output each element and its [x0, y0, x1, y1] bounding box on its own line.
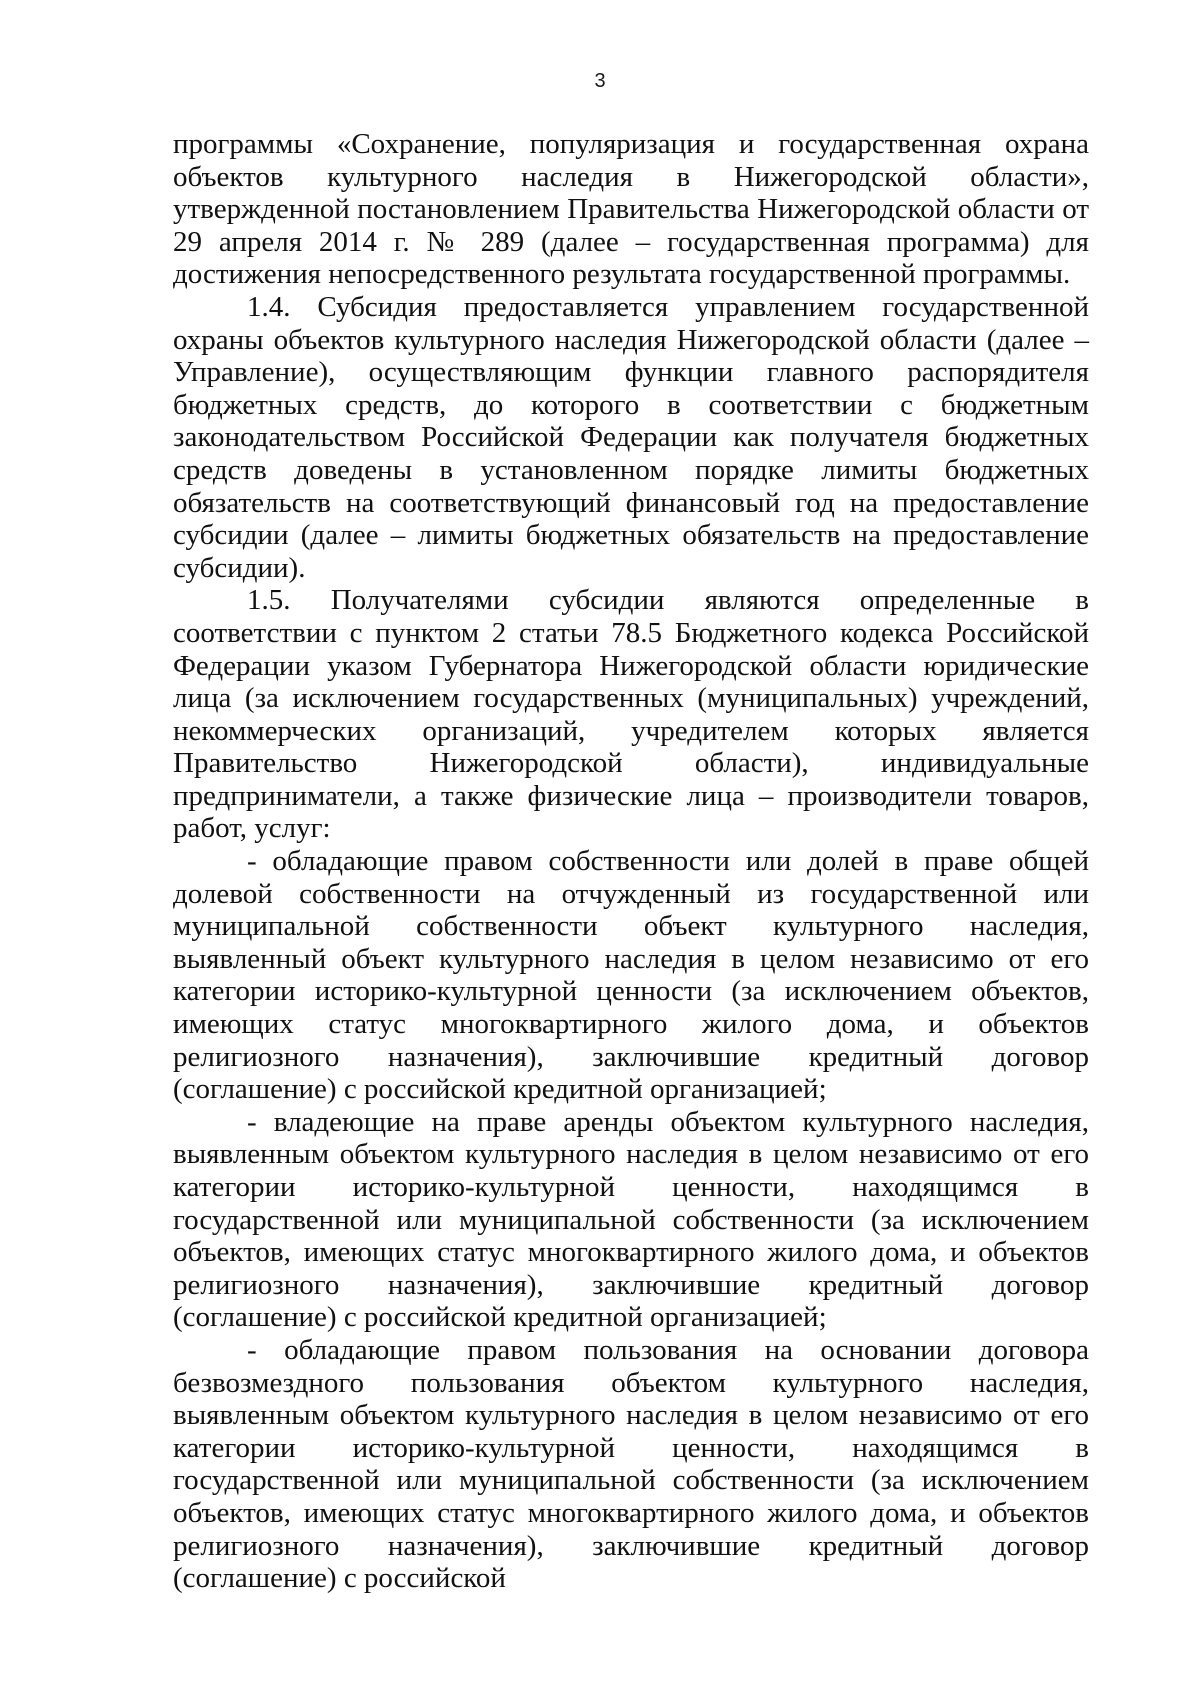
paragraph-program-continuation: программы «Сохранение, популяризация и государственная охрана объектов культурного наследия в Нижегородской области», утвержденной постановлением Правительства Нижегородской области от 29 апреля 2014 г. № 289 (далее – государственная программа) для достижения непосредственного результата государственной программы. — [173, 128, 1089, 291]
list-item-ownership: - обладающие правом собственности или долей в праве общей долевой собственности на отчужденный из государственной или муниципальной собственности объект культурного наследия, выявленный объект культурного наследия в целом независимо от его категории историко-культурной ценности (за исключением объектов, имеющих статус многоквартирного жилого дома, и объектов религиозного назначения), заключившие кредитный договор (соглашение) с российской кредитной организацией; — [173, 845, 1089, 1106]
page-number: 3 — [594, 70, 606, 92]
paragraph-1-4: 1.4. Субсидия предоставляется управлением государственной охраны объектов культурного наследия Нижегородской области (далее – Управление), осуществляющим функции главного распорядителя бюджетных средств, до которого в соответствии с бюджетным законодательством Российской Федерации как получателя бюджетных средств доведены в установленном порядке лимиты бюджетных обязательств на соответствующий финансовый год на предоставление субсидии (далее – лимиты бюджетных обязательств на предоставление субсидии). — [173, 290, 1089, 584]
list-item-lease: - владеющие на праве аренды объектом культурного наследия, выявленным объектом культурного наследия в целом независимо от его категории историко-культурной ценности, находящимся в государственной или муниципальной собственности (за исключением объектов, имеющих статус многоквартирного жилого дома, и объектов религиозного назначения), заключившие кредитный договор (соглашение) с российской кредитной организацией; — [173, 1105, 1089, 1334]
list-item-free-use: - обладающие правом пользования на основании договора безвозмездного пользования объектом культурного наследия, выявленным объектом культурного наследия в целом независимо от его категории историко-культурной ценности, находящимся в государственной или муниципальной собственности (за исключением объектов, имеющих статус многоквартирного жилого дома, и объектов религиозного назначения), заключившие кредитный договор (соглашение) с российской — [173, 1333, 1089, 1595]
document-body — [173, 128, 1089, 1595]
paragraph-1-5: 1.5. Получателями субсидии являются определенные в соответствии с пунктом 2 статьи 78.5 Бюджетного кодекса Российской Федерации указом Губернатора Нижегородской области юридические лица (за исключением государственных (муниципальных) учреждений, некоммерческих организаций, учредителем которых является Правительство Нижегородской области), индивидуальные предприниматели, а также физические лица – производители товаров, работ, услуг: — [173, 584, 1089, 845]
